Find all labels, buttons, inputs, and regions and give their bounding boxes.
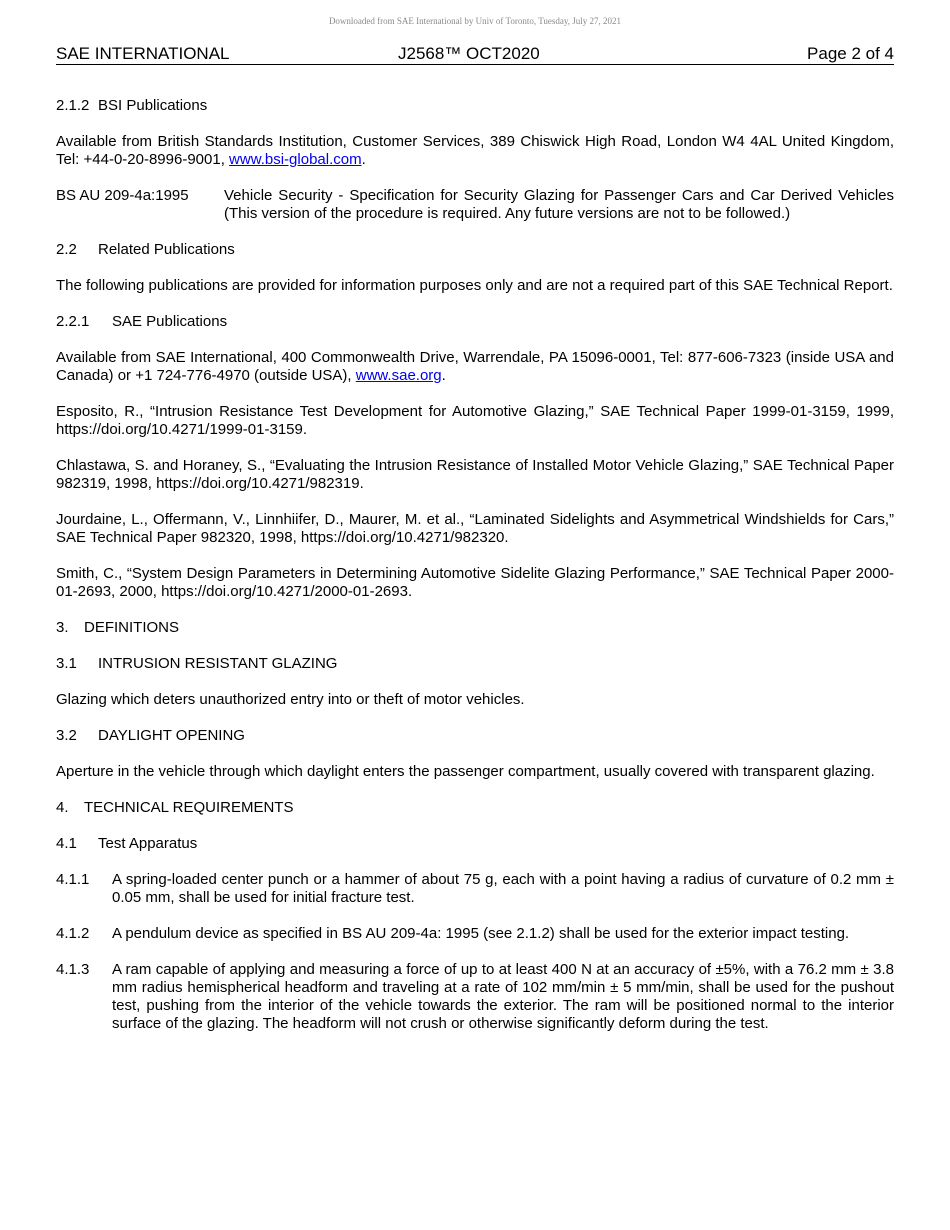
section-title: Related Publications [98, 241, 235, 258]
section-4-1-heading [56, 835, 894, 853]
requirement-item [56, 871, 894, 907]
section-2-2-heading [56, 241, 894, 259]
section-number: 3. [56, 619, 69, 636]
item-text: A spring-loaded center punch or a hammer of about 75 g, each with a point having a radius of curvature of 0.2 mm ± 0.05 mm, shall be used for initial fracture test. [112, 871, 894, 906]
section-number: 4.1 [56, 835, 77, 852]
section-title: INTRUSION RESISTANT GLAZING [98, 655, 338, 672]
header-document-id: J2568™ OCT2020 [398, 44, 540, 63]
page-header [56, 44, 894, 65]
reference-paragraph: Chlastawa, S. and Horaney, S., “Evaluating the Intrusion Resistance of Installed Motor Vehicle Glazing,” SAE Technical Paper 982319, 1998, https://doi.org/10.4271/982319. [56, 457, 894, 492]
bsi-website-link[interactable]: www.bsi-global.com [229, 151, 362, 168]
document-body [56, 97, 894, 1051]
item-number: 4.1.1 [56, 871, 90, 888]
reference-paragraph: Esposito, R., “Intrusion Resistance Test Development for Automotive Glazing,” SAE Technical Paper 1999-01-3159, 1999, https://doi.org/10.4271/1999-01-3159. [56, 403, 894, 438]
section-2-1-2-heading [56, 97, 894, 115]
section-title: DAYLIGHT OPENING [98, 727, 245, 744]
section-number: 2.2.1 [56, 313, 90, 330]
item-number: 4.1.3 [56, 961, 90, 978]
requirement-item [56, 961, 894, 1033]
section-3-2-heading [56, 727, 894, 745]
header-publisher: SAE INTERNATIONAL [56, 44, 230, 63]
definition-paragraph: Glazing which deters unauthorized entry into or theft of motor vehicles. [56, 691, 525, 708]
sae-website-link[interactable]: www.sae.org [355, 367, 442, 384]
bsi-availability-paragraph [56, 133, 894, 169]
related-publications-paragraph: The following publications are provided for information purposes only and are not a required part of this SAE Technical Report. [56, 277, 893, 294]
section-title: SAE Publications [112, 313, 228, 330]
section-4-heading [56, 799, 894, 817]
paragraph-text: Available from British Standards Institution, Customer Services, 389 Chiswick High Road, London W4 4AL United Kingdom, Tel: +44-0-20-8996-9001, [56, 133, 894, 168]
item-number: 4.1.2 [56, 925, 90, 942]
item-text: A pendulum device as specified in BS AU 209-4a: 1995 (see 2.1.2) shall be used for the exterior impact testing. [112, 925, 850, 942]
header-page-number: Page 2 of 4 [807, 44, 894, 63]
reference-key: BS AU 209-4a:1995 [56, 187, 189, 204]
reference-value: Vehicle Security - Specification for Security Glazing for Passenger Cars and Car Derived Vehicles (This version of the procedure is required. Any future versions are not to be followed.) [224, 187, 894, 222]
section-number: 2.2 [56, 241, 77, 258]
section-title: TECHNICAL REQUIREMENTS [84, 799, 294, 816]
section-title: Test Apparatus [98, 835, 198, 852]
section-3-1-heading [56, 655, 894, 673]
download-watermark: Downloaded from SAE International by Univ of Toronto, Tuesday, July 27, 2021 [328, 16, 622, 26]
definition-paragraph: Aperture in the vehicle through which daylight enters the passenger compartment, usually covered with transparent glazing. [56, 763, 875, 780]
bsi-reference [56, 187, 894, 223]
reference-paragraph: Smith, C., “System Design Parameters in Determining Automotive Sidelite Glazing Performance,” SAE Technical Paper 2000-01-2693, 2000, https://doi.org/10.4271/2000-01-2693. [56, 565, 894, 600]
item-text: A ram capable of applying and measuring a force of up to at least 400 N at an accuracy of ±5%, with a 76.2 mm ± 3.8 mm radius hemispherical headform and traveling at a rate of 102 mm/min ± 5 mm/min, shall be used for the pushout test, pushing from the interior of the vehicle towards the exterior. The ram will be positioned normal to the interior surface of the glazing. The headform will not crush or otherwise significantly deform during the test. [112, 961, 894, 1032]
section-title: DEFINITIONS [84, 619, 180, 636]
paragraph-text: Available from SAE International, 400 Commonwealth Drive, Warrendale, PA 15096-0001, Tel: 877-606-7323 (inside USA and Canada) or +1 724-776-4970 (outside USA), [56, 349, 894, 384]
paragraph-end: . [361, 151, 366, 168]
section-2-2-1-heading [56, 313, 894, 331]
section-number: 2.1.2 [56, 97, 90, 114]
requirement-item [56, 925, 894, 943]
section-number: 3.2 [56, 727, 77, 744]
reference-paragraph: Jourdaine, L., Offermann, V., Linnhiifer, D., Maurer, M. et al., “Laminated Sidelights and Asymmetrical Windshields for Cars,” SAE Technical Paper 982320, 1998, https://doi.org/10.4271/982320. [56, 511, 894, 546]
section-3-heading [56, 619, 894, 637]
section-number: 3.1 [56, 655, 77, 672]
section-number: 4. [56, 799, 69, 816]
section-title: BSI Publications [98, 97, 208, 114]
sae-availability-paragraph [56, 349, 894, 385]
paragraph-end: . [441, 367, 446, 384]
